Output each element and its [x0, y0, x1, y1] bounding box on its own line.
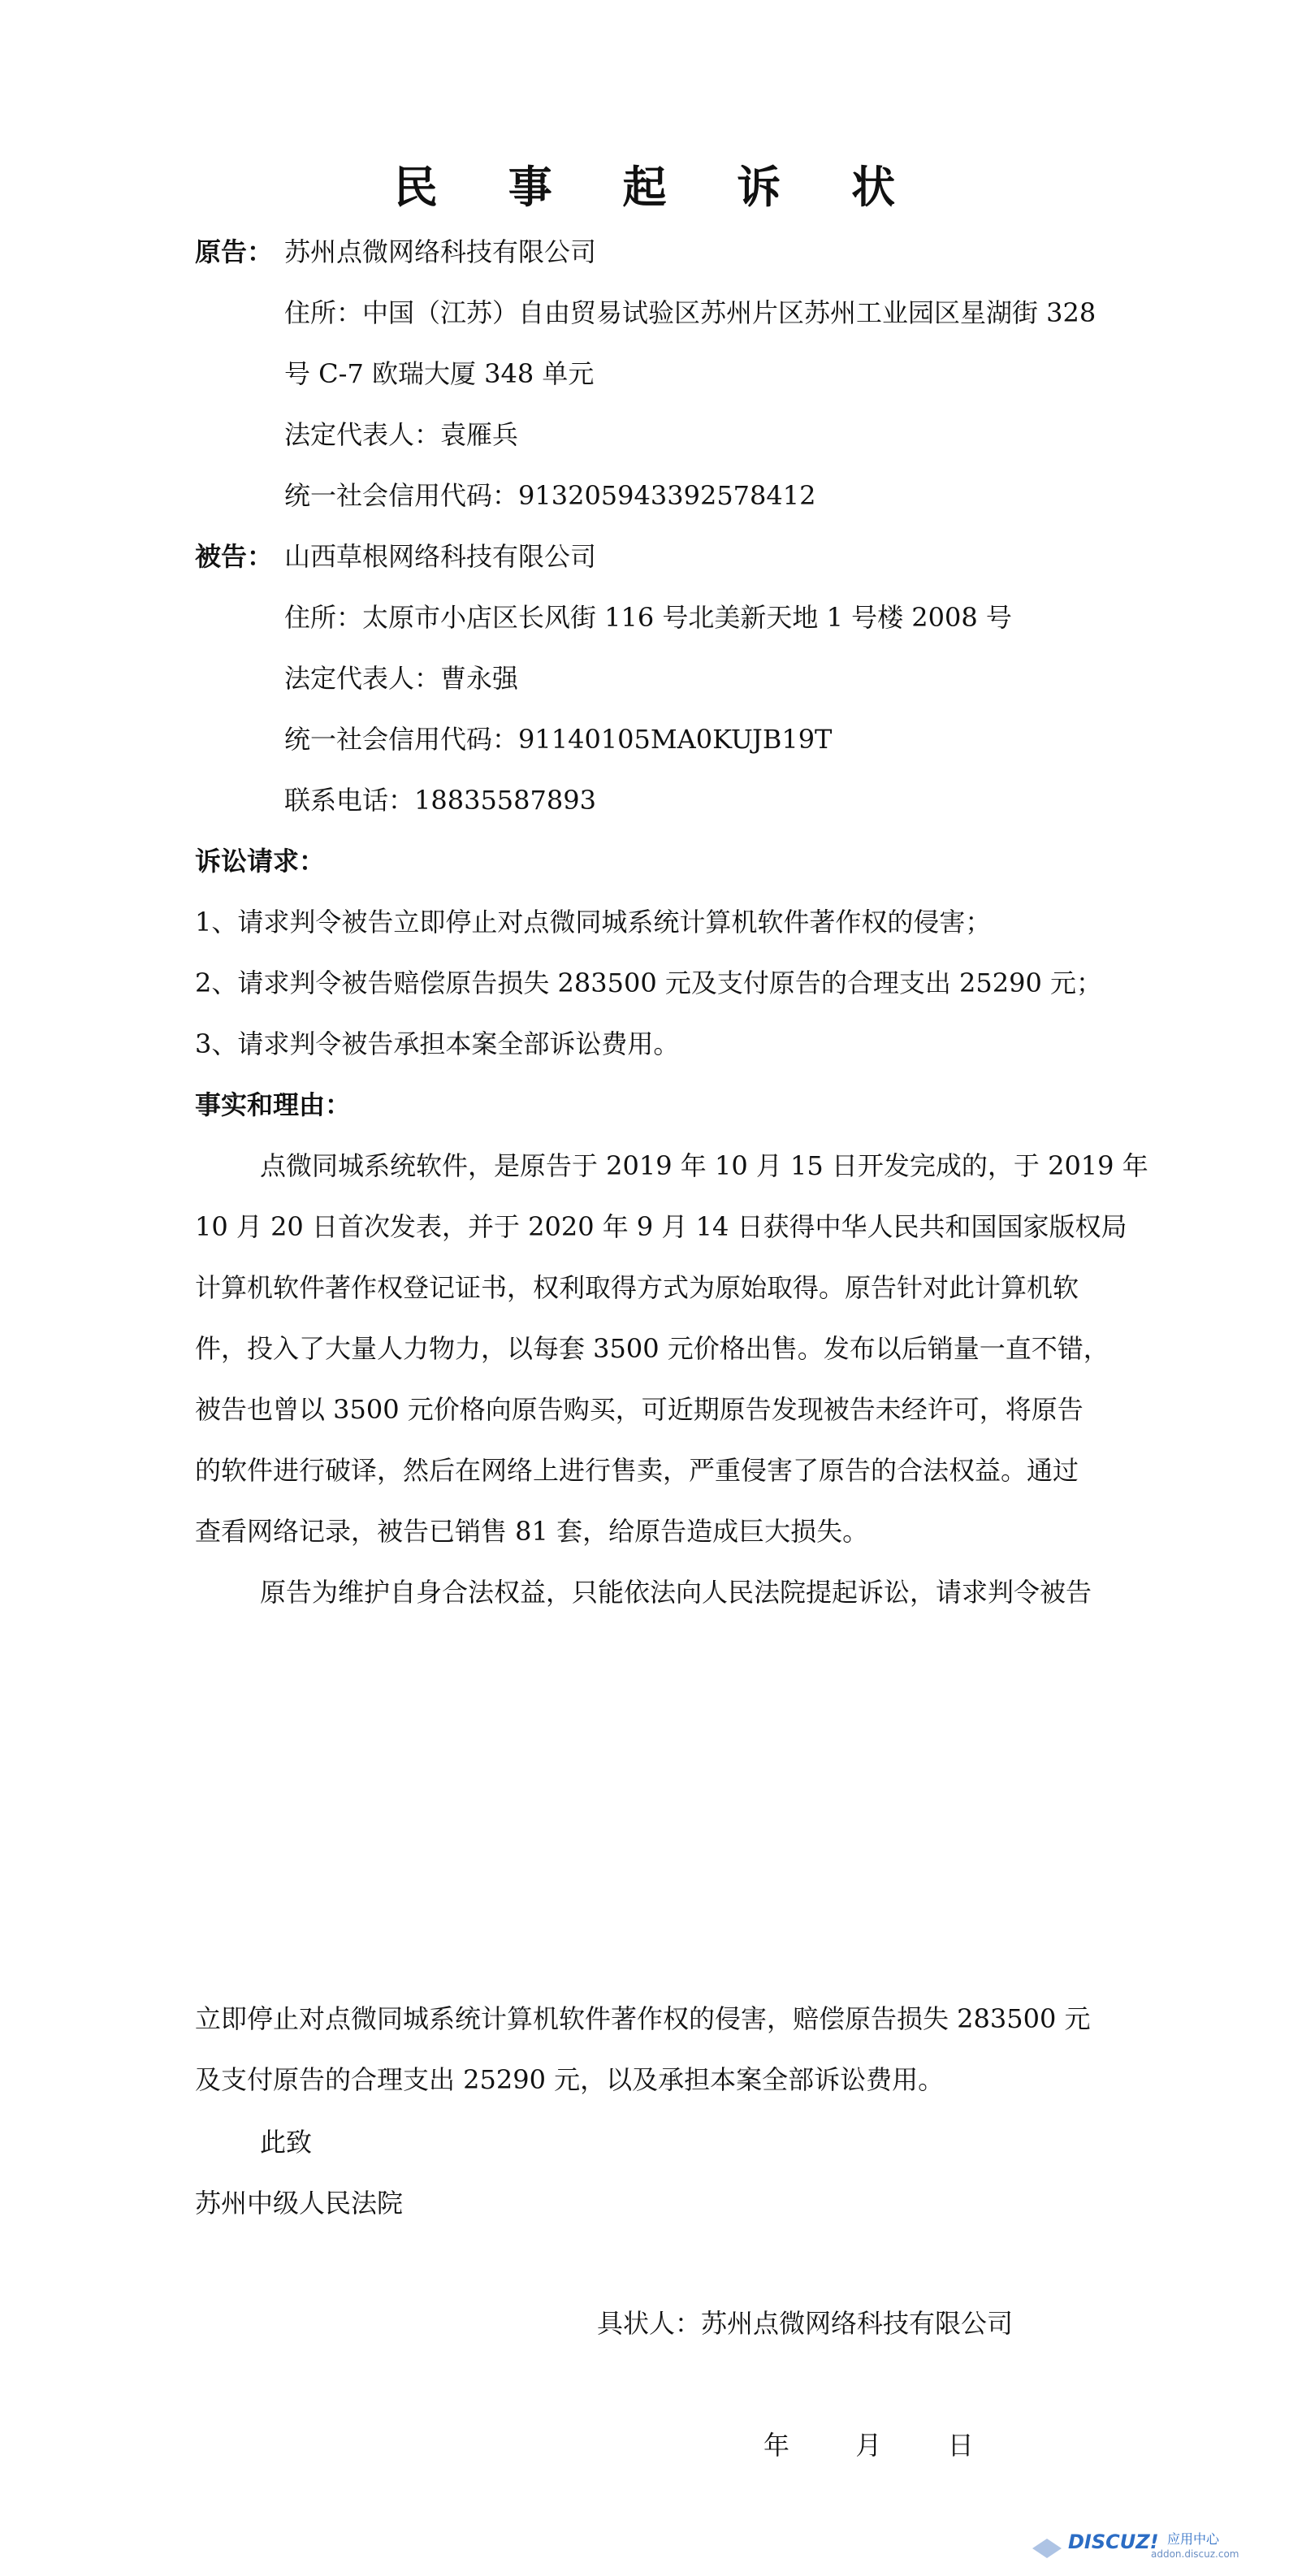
facts-line: 原告为维护自身合法权益，只能依法向人民法院提起诉讼，请求判令被告 — [260, 1577, 1092, 1608]
continuation-line: 及支付原告的合理支出 25290 元，以及承担本案全部诉讼费用。 — [195, 2064, 945, 2095]
facts-line: 查看网络记录，被告已销售 81 套，给原告造成巨大损失。 — [195, 1516, 869, 1547]
plaintiff-name: 苏州点微网络科技有限公司 — [284, 236, 597, 267]
closing-greeting: 此致 — [260, 2127, 313, 2158]
facts-line: 点微同城系统软件，是原告于 2019 年 10 月 15 日开发完成的，于 2019 年 — [260, 1150, 1148, 1181]
claim-item-1: 1、请求判令被告立即停止对点微同城系统计算机软件著作权的侵害； — [195, 907, 992, 937]
plaintiff-address-line1: 住所：中国（江苏）自由贸易试验区苏州片区苏州工业园区星湖街 328 — [284, 297, 1097, 328]
watermark — [1029, 2524, 1273, 2565]
claim-item-2: 2、请求判令被告赔偿原告损失 283500 元及支付原告的合理支出 25290 元； — [195, 968, 1103, 998]
defendant-label: 被告： — [195, 541, 274, 572]
signer: 具状人：苏州点微网络科技有限公司 — [597, 2308, 1014, 2339]
facts-line: 被告也曾以 3500 元价格向原告购买，可近期原告发现被告未经许可，将原告 — [195, 1394, 1084, 1425]
facts-heading: 事实和理由： — [195, 1089, 352, 1120]
plaintiff-address-line2: 号 C-7 欧瑞大厦 348 单元 — [284, 358, 595, 389]
watermark-url: addon.discuz.com — [1151, 2548, 1239, 2560]
facts-line: 计算机软件著作权登记证书，权利取得方式为原始取得。原告针对此计算机软 — [195, 1272, 1079, 1303]
plaintiff-credit-code: 统一社会信用代码：913205943392578412 — [284, 480, 816, 511]
document-title: 民 事 起 诉 状 — [393, 161, 923, 213]
plaintiff-label: 原告： — [195, 236, 274, 267]
facts-line: 件，投入了大量人力物力，以每套 3500 元价格出售。发布以后销量一直不错， — [195, 1333, 1109, 1364]
defendant-legal-rep: 法定代表人：曹永强 — [284, 663, 519, 694]
claims-heading: 诉讼请求： — [195, 846, 326, 877]
defendant-credit-code: 统一社会信用代码：91140105MA0KUJB19T — [284, 724, 833, 755]
date-line: 年 月 日 — [763, 2430, 974, 2461]
facts-line: 的软件进行破译，然后在网络上进行售卖，严重侵害了原告的合法权益。通过 — [195, 1455, 1079, 1486]
continuation-line: 立即停止对点微同城系统计算机软件著作权的侵害，赔偿原告损失 283500 元 — [195, 2003, 1091, 2034]
defendant-address: 住所：太原市小店区长风街 116 号北美新天地 1 号楼 2008 号 — [284, 602, 1012, 633]
plaintiff-legal-rep: 法定代表人：袁雁兵 — [284, 419, 519, 450]
defendant-phone: 联系电话：18835587893 — [284, 785, 596, 816]
defendant-name: 山西草根网络科技有限公司 — [284, 541, 597, 572]
svg-text:DISCUZ!: DISCUZ! — [1068, 2531, 1159, 2553]
court-name: 苏州中级人民法院 — [195, 2188, 404, 2219]
facts-line: 10 月 20 日首次发表，并于 2020 年 9 月 14 日获得中华人民共和国国家版权局 — [195, 1211, 1127, 1242]
watermark-sub: 应用中心 — [1167, 2531, 1220, 2547]
claim-item-3: 3、请求判令被告承担本案全部诉讼费用。 — [195, 1028, 680, 1059]
